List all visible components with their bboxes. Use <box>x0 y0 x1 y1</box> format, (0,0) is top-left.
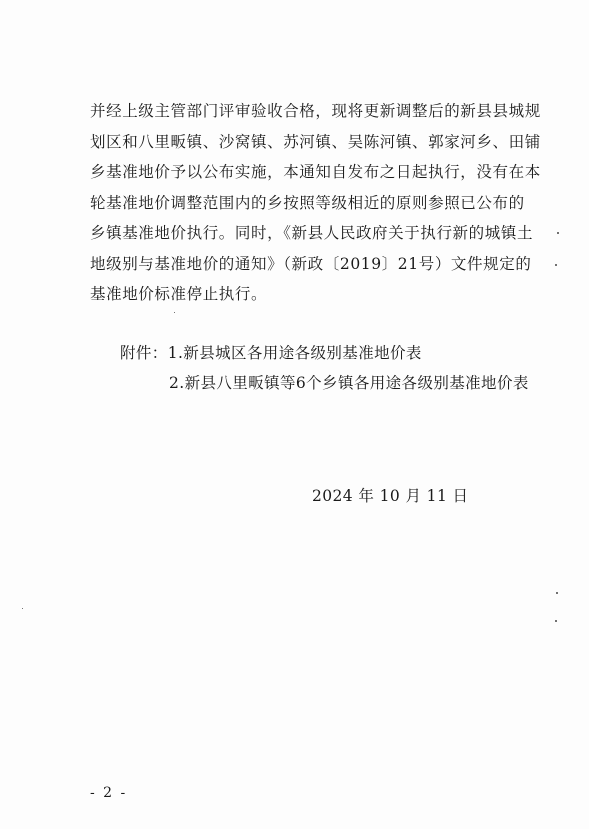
scan-speck <box>557 232 559 234</box>
body-line: 地级别与基准地价的通知》（新政〔2019〕21号）文件规定的 <box>90 254 532 273</box>
attachments-section <box>120 338 529 398</box>
scan-speck <box>174 312 175 313</box>
body-paragraph <box>90 96 560 310</box>
attachment-item: 2.新县八里畈镇等6个乡镇各用途各级别基准地价表 <box>169 374 529 392</box>
attachments-label: 附件： <box>120 344 168 362</box>
scan-speck <box>556 592 558 594</box>
scan-speck <box>22 608 23 609</box>
body-line: 轮基准地价调整范围内的乡按照等级相近的原则参照已公布的 <box>90 193 525 212</box>
attachment-row <box>120 368 529 398</box>
body-line: 划区和八里畈镇、沙窝镇、苏河镇、吴陈河镇、郭家河乡、田铺 <box>90 132 541 151</box>
page-number: - 2 - <box>90 785 128 801</box>
scan-speck <box>555 264 557 266</box>
scan-speck <box>555 620 557 622</box>
body-line: 乡镇基准地价执行。同时，《新县人民政府关于执行新的城镇土 <box>90 224 534 242</box>
body-line: 基准地价标准停止执行。 <box>90 285 268 303</box>
body-line: 乡基准地价予以公布实施，本通知自发布之日起执行，没有在本 <box>90 163 541 181</box>
attachment-item: 1.新县城区各用途各级别基准地价表 <box>167 344 422 362</box>
body-line: 并经上级主管部门评审验收合格，现将更新调整后的新县县城规 <box>90 102 541 120</box>
attachment-row <box>120 338 529 368</box>
document-date: 2024 年 10 月 11 日 <box>312 487 469 505</box>
